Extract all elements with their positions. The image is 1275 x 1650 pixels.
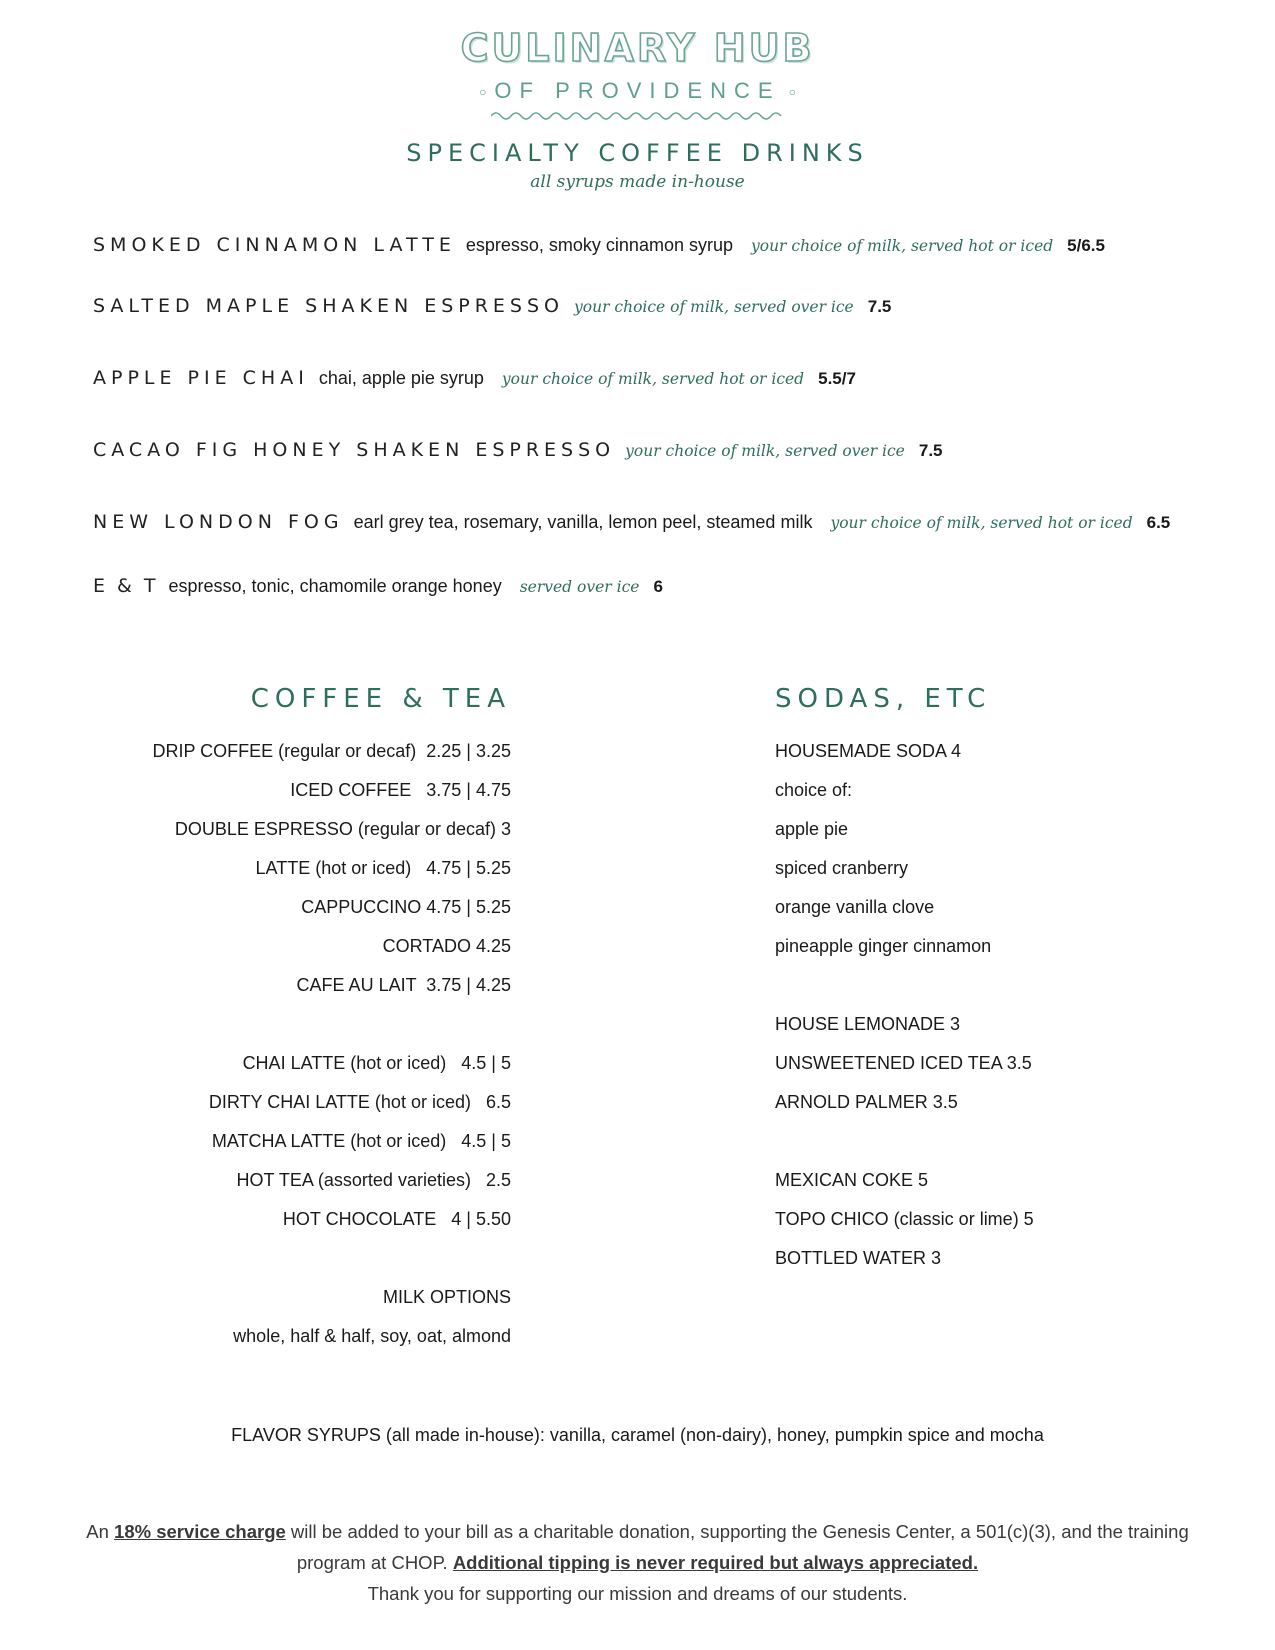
menu-item: DOUBLE ESPRESSO (regular or decaf) 3 — [174, 819, 511, 839]
menu-item: HOUSEMADE SODA 4 — [775, 741, 962, 761]
service-charge-emphasis: 18% service charge — [114, 1521, 286, 1542]
menu-item: ARNOLD PALMER 3.5 — [775, 1092, 958, 1112]
drink-item — [93, 295, 891, 317]
drink-name: NEW LONDON FOG — [93, 511, 344, 533]
drink-note: your choice of milk, served hot or iced — [830, 514, 1133, 532]
menu-item: DRIP COFFEE (regular or decaf) 2.25 | 3.25 — [152, 741, 511, 761]
spacer — [153, 1247, 512, 1286]
menu-item: CAFE AU LAIT 3.75 | 4.25 — [296, 975, 511, 995]
menu-item: DIRTY CHAI LATTE (hot or iced) 6.5 — [208, 1092, 511, 1112]
menu-item: MILK OPTIONS — [382, 1287, 511, 1307]
footer-text: An — [86, 1521, 115, 1542]
service-charge-footer — [80, 1516, 1195, 1609]
menu-item: orange vanilla clove — [775, 897, 935, 917]
menu-item: whole, half & half, soy, oat, almond — [233, 1326, 511, 1346]
spacer — [775, 974, 1034, 1013]
logo-subtitle — [0, 78, 1275, 104]
menu-item: LATTE (hot or iced) 4.75 | 5.25 — [255, 858, 511, 878]
drink-note: your choice of milk, served over ice — [625, 442, 905, 460]
drink-item — [93, 367, 856, 389]
wave-ornament-icon — [491, 110, 784, 122]
drink-name: APPLE PIE CHAI — [93, 367, 309, 389]
menu-item: pineapple ginger cinnamon — [775, 936, 992, 956]
drink-name: SALTED MAPLE SHAKEN ESPRESSO — [93, 295, 565, 317]
drink-name: CACAO FIG HONEY SHAKEN ESPRESSO — [93, 439, 616, 461]
coffee-tea-list — [153, 740, 512, 1364]
menu-item: UNSWEETENED ICED TEA 3.5 — [775, 1053, 1032, 1073]
menu-item: BOTTLED WATER 3 — [775, 1248, 942, 1268]
sodas-list — [775, 740, 1034, 1286]
menu-item: spiced cranberry — [775, 858, 909, 878]
drink-price: 5.5/7 — [818, 369, 856, 388]
menu-item: CORTADO 4.25 — [382, 936, 511, 956]
drink-item — [93, 575, 663, 597]
menu-item: CHAI LATTE (hot or iced) 4.5 | 5 — [242, 1053, 511, 1073]
menu-item: HOUSE LEMONADE 3 — [775, 1014, 961, 1034]
circle-ornament-icon: ○ — [788, 85, 796, 100]
menu-item: choice of: — [775, 780, 853, 800]
drink-price: 6 — [653, 577, 663, 596]
drink-price: 7.5 — [918, 441, 943, 460]
coffee-tea-title: COFFEE & TEA — [250, 684, 511, 714]
drink-description: espresso, smoky cinnamon syrup — [465, 235, 733, 255]
menu-item: apple pie — [775, 819, 849, 839]
footer-text: will be added to your bill as a charitable donation, supporting the Genesis Center, a 501(c)(3), and the training program at CHOP. — [285, 1521, 1189, 1573]
section-subtitle: all syrups made in-house — [530, 172, 745, 192]
drink-item — [93, 511, 1170, 533]
drink-price: 6.5 — [1146, 513, 1171, 532]
drink-name: SMOKED CINNAMON LATTE — [93, 234, 456, 256]
logo-subtitle-text: OF PROVIDENCE — [494, 78, 781, 103]
drink-description: chai, apple pie syrup — [318, 368, 484, 388]
drink-note: served over ice — [519, 578, 640, 596]
drink-name: E & T — [93, 575, 159, 597]
flavor-syrups-note: FLAVOR SYRUPS (all made in-house): vanilla, caramel (non-dairy), honey, pumpkin spice and mocha — [231, 1425, 1044, 1445]
logo-title: CULINARY HUB — [460, 26, 815, 70]
menu-item: MEXICAN COKE 5 — [775, 1170, 929, 1190]
menu-item: ICED COFFEE 3.75 | 4.75 — [290, 780, 511, 800]
drink-item — [93, 234, 1105, 256]
menu-item: CAPPUCCINO 4.75 | 5.25 — [301, 897, 511, 917]
circle-ornament-icon: ○ — [479, 85, 487, 100]
sodas-title: SODAS, ETC — [775, 684, 992, 714]
drink-description: earl grey tea, rosemary, vanilla, lemon peel, steamed milk — [353, 512, 813, 532]
section-title: SPECIALTY COFFEE DRINKS — [406, 139, 869, 167]
tipping-emphasis: Additional tipping is never required but always appreciated. — [452, 1552, 979, 1573]
drink-note: your choice of milk, served hot or iced — [750, 237, 1054, 255]
spacer — [153, 1013, 512, 1052]
menu-item: MATCHA LATTE (hot or iced) 4.5 | 5 — [211, 1131, 511, 1151]
menu-item: TOPO CHICO (classic or lime) 5 — [775, 1209, 1034, 1229]
drink-note: your choice of milk, served over ice — [574, 298, 854, 316]
drink-description: espresso, tonic, chamomile orange honey — [168, 576, 502, 596]
drink-item — [93, 439, 943, 461]
spacer — [775, 1130, 1034, 1169]
drink-price: 7.5 — [867, 297, 892, 316]
footer-thanks: Thank you for supporting our mission and dreams of our students. — [367, 1583, 908, 1604]
menu-item: HOT CHOCOLATE 4 | 5.50 — [282, 1209, 511, 1229]
drink-price: 5/6.5 — [1067, 236, 1105, 255]
menu-item: HOT TEA (assorted varieties) 2.5 — [236, 1170, 511, 1190]
drink-note: your choice of milk, served hot or iced — [501, 370, 805, 388]
